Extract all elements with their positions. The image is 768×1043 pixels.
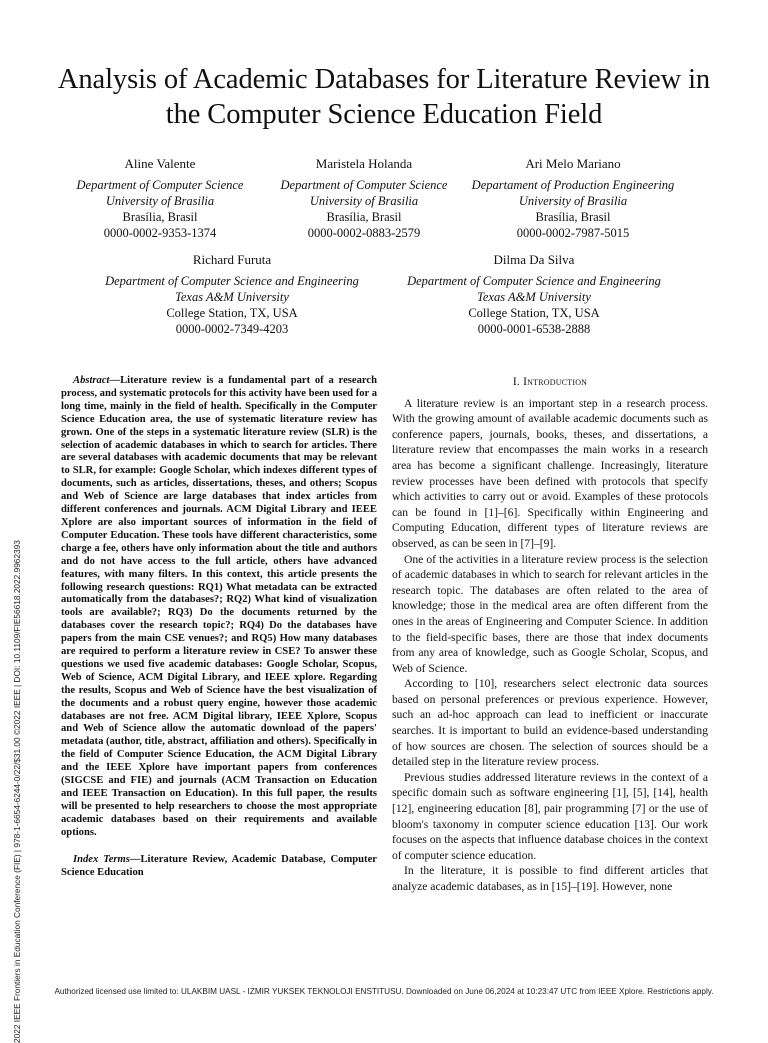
paragraph: A literature review is an important step in a research process. With the growing amount of available academic documents such as conference papers, journals, books, theses, and dissertations, a literature review that encompasses the main works in a research area has become a significant challenge. Increasingly, literature review processes have been defined with protocols that specify which activities to carry out or avoid. Examples of these protocols can be found in [1]–[6]. Specifically within Engineering and Computing Education, different types of literature reviews are observed, as can be seen in [7]–[9]. <box>392 396 708 550</box>
index-terms <box>61 854 377 880</box>
author-block <box>386 252 682 337</box>
author-orcid: 0000-0002-9353-1374 <box>103 226 217 240</box>
paper-title: Analysis of Academic Databases for Literature Review in the Computer Science Education Field <box>57 64 711 130</box>
author-name: Aline Valente <box>124 156 196 171</box>
index-terms-text: —Literature Review, Academic Database, Computer Science Education <box>61 853 377 878</box>
author-university: University of Brasilia <box>518 194 628 208</box>
paragraph: According to [10], researchers select electronic data sources based on personal preferences or previous experience. However, such an ad-hoc approach can lead to inefficient or inaccurate searches. It is important to build an evidence-based understanding of how sources are chosen. The selection of sources should be a detailed step in the literature review process. <box>392 677 708 769</box>
author-location: College Station, TX, USA <box>468 306 600 320</box>
paragraph: In the literature, it is possible to find different articles that analyze academic databases, as in [15]–[19]. However, none <box>392 864 708 893</box>
paragraph: Previous studies addressed literature reviews in the context of a specific domain such as software engineering [1], [5], [14], health [12], engineering education [8], pair programming [7] or the use of bloom's taxonomy in computer science education [13]. Our work focuses on the aspects that influence database choices in the context of computer science education. <box>392 770 708 862</box>
author-name: Richard Furuta <box>192 252 272 267</box>
author-department: Department of Computer Science and Engineering <box>407 274 661 288</box>
author-department: Department of Computer Science and Engineering <box>105 274 359 288</box>
author-block <box>84 252 380 337</box>
paragraph: One of the activities in a literature review process is the selection of academic databases in which to search for relevant articles in the research topic. The databases are often related to the area of knowledge; those in the medical area are often different from the ones in the areas of Engineering and Computer Science. In addition to the field-specific bases, there are those that index documents from any area of knowledge, such as Google Scholar, Scopus, and Web of Science. <box>392 552 708 675</box>
author-orcid: 0000-0002-7349-4203 <box>175 322 289 336</box>
index-terms-label: Index Terms <box>73 853 130 865</box>
abstract-column <box>61 375 377 879</box>
author-name: Dilma Da Silva <box>493 252 575 267</box>
author-name: Maristela Holanda <box>315 156 413 171</box>
author-university: Texas A&M University <box>477 290 591 304</box>
author-university: Texas A&M University <box>175 290 289 304</box>
sidebar-citation-text: 2022 IEEE Frontiers in Education Conference (FIE) | 978-1-6654-6244-0/22/$31.00 ©2022 IEEE | DOI: 10.1109/FIE56618.2022.9962393 <box>12 540 22 1043</box>
section-numeral: I. <box>512 375 520 388</box>
author-block <box>60 156 260 241</box>
author-name: Ari Melo Mariano <box>525 156 621 171</box>
author-department: Department of Computer Science <box>76 178 244 192</box>
author-orcid: 0000-0001-6538-2888 <box>477 322 591 336</box>
author-location: Brasília, Brasil <box>122 210 198 224</box>
author-department: Departament of Production Engineering <box>471 178 675 192</box>
author-orcid: 0000-0002-0883-2579 <box>307 226 421 240</box>
author-orcid: 0000-0002-7987-5015 <box>516 226 630 240</box>
author-block <box>264 156 464 241</box>
author-university: University of Brasilia <box>309 194 419 208</box>
author-university: University of Brasilia <box>105 194 215 208</box>
author-location: Brasília, Brasil <box>535 210 611 224</box>
abstract <box>61 375 377 840</box>
introduction-column <box>392 374 708 895</box>
author-department: Department of Computer Science <box>280 178 448 192</box>
author-block <box>462 156 684 241</box>
sidebar-citation <box>4 0 22 1043</box>
abstract-label: Abstract <box>73 375 110 386</box>
license-footer: Authorized licensed use limited to: ULAKBIM UASL - IZMIR YUKSEK TEKNOLOJI ENSTITUSU. Downloaded on June 06,2024 at 10:23:47 UTC from IEEE Xplore. Restrictions apply. <box>54 987 714 996</box>
author-location: Brasília, Brasil <box>326 210 402 224</box>
abstract-text: —Literature review is a fundamental part of a research process, and systematic protocols for this activity have been used for a long time, mainly in the field of health. Specifically in the Computer Science Education area, the use of systematic literature review has grown. One of the steps in a systematic literature review (SLR) is the selection of academic databases in which to search for articles. There are several databases with academic documents that may be relevant to SLR, for example: Google Scholar, which indexes different types of documents, such as articles, dissertations, theses, and others; Scopus and Web of Science are large databases that index articles from different conferences and journals. ACM Digital Library and IEEE Xplore are also important sources of information in the field of Computer Education. These tools have different characteristics, some charge a fee, others have only information about the title and authors and do not have access to the full article, others have advanced features, with many filters. In this context, this article presents the following research questions: RQ1) What metadata can be extracted automatically from the databases?; RQ2) What kind of visualization tools are available?; RQ3) Do the documents returned by the databases cover the research topic?; RQ4) Do the databases have papers from the main CSE venues?; and RQ5) How many databases are required to perform a literature review in CSE? To answer these questions we used five academic databases: Google Scholar, Scopus, Web of Science, ACM Digital Library, and IEEE xplore. Regarding the results, Scopus and Web of Science have the best visualization of the documents and a robust query engine, however those academic databases are not free. ACM Digital library, IEEE Xplore, Scopus and Web of Science allow the automatic download of the papers' metadata (author, title, abstract, affiliation and others). Specifically in the field of Computer Science Education, the ACM Digital Library and the IEEE Xplore have important papers from conferences (SIGCSE and FIE) and journals (ACM Transaction on Education and IEEE Transaction on Education). In this full paper, the results will be presented to help researchers to choose the most appropriate academic databases based on their requirements and available options. <box>61 375 377 838</box>
section-title: Introduction <box>523 375 588 388</box>
author-location: College Station, TX, USA <box>166 306 298 320</box>
section-heading <box>392 374 708 390</box>
